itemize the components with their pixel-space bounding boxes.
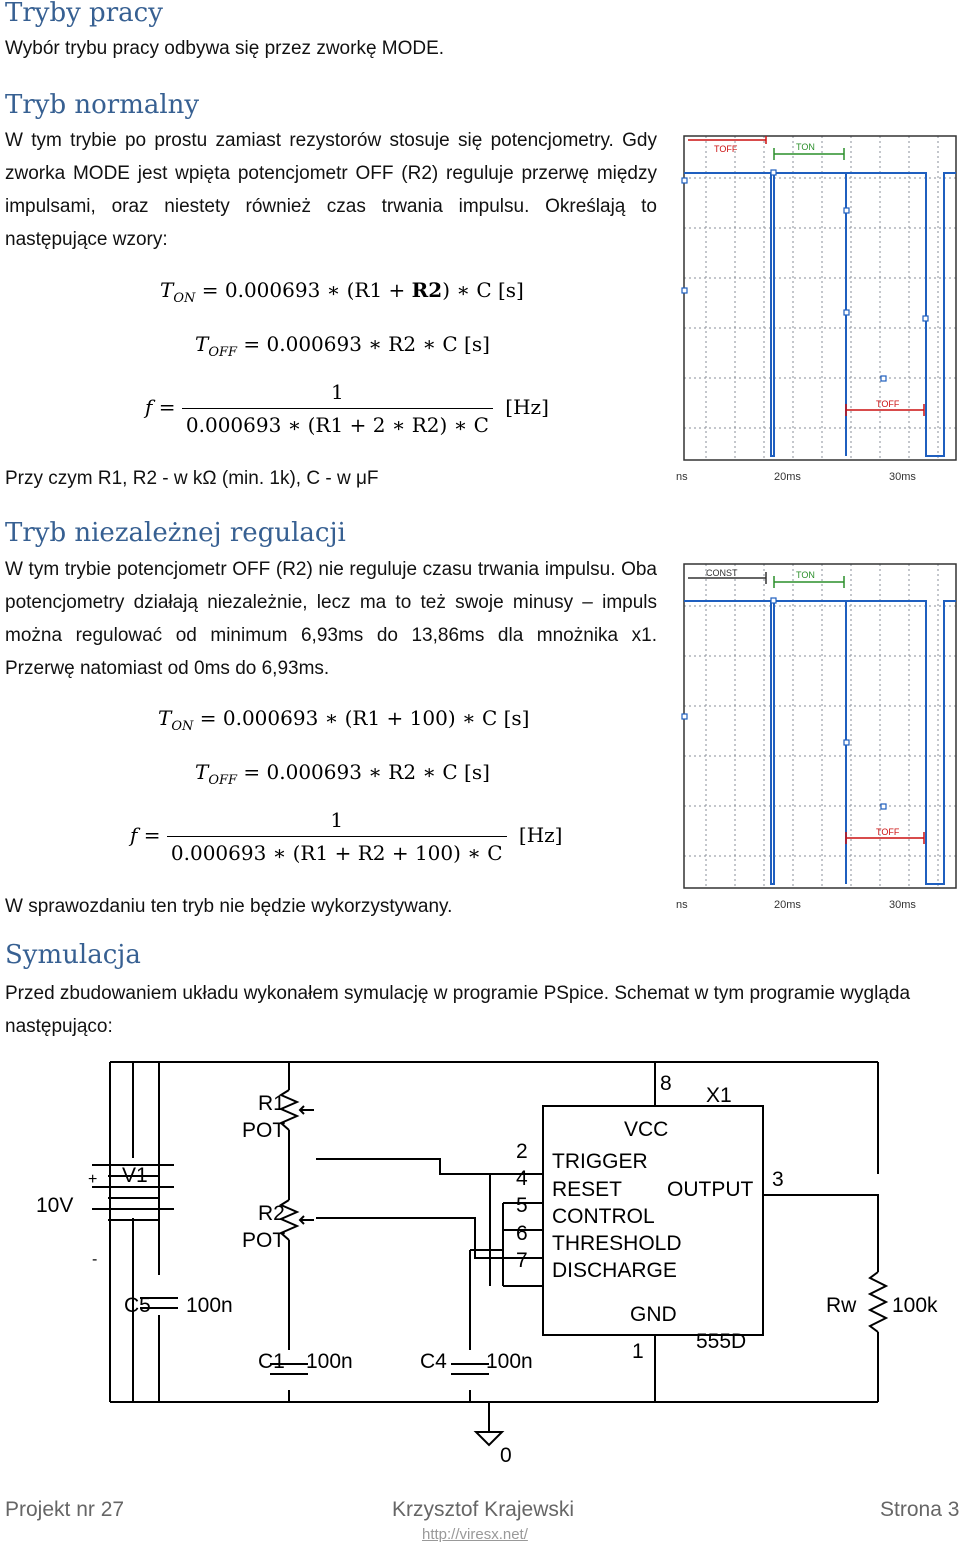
capacitor-c4 <box>451 1364 489 1374</box>
label-toff: TOFF <box>714 144 738 154</box>
footer-project: Projekt nr 27 <box>5 1498 125 1521</box>
label-ton: TON <box>796 570 815 580</box>
waveform-trace <box>684 601 956 884</box>
label-r2: R2 <box>258 1202 285 1225</box>
label-r1-pot: POT <box>242 1119 286 1142</box>
cursor-markers <box>682 170 928 381</box>
label-ground-0: 0 <box>500 1444 512 1467</box>
label-c5-value: 100n <box>186 1294 233 1317</box>
formula-toff-normal: $T_{OFF} = 0.000693$ ∗ R2 ∗ C [s] <box>195 332 490 360</box>
scope-grid <box>684 564 956 888</box>
resistor-rw <box>870 1272 886 1332</box>
paragraph-report-note: W sprawozdaniu ten tryb nie będzie wykorzystywany. <box>5 896 453 917</box>
label-pin-threshold: THRESHOLD <box>552 1232 682 1255</box>
label-toff-2: TOFF <box>876 399 900 409</box>
label-pin-gnd: GND <box>630 1303 677 1326</box>
label-pin-4: 4 <box>516 1167 528 1190</box>
label-ton: TON <box>796 142 815 152</box>
label-c1-value: 100n <box>306 1350 353 1373</box>
label-c1: C1 <box>258 1350 285 1373</box>
tick-label-20ms: 20ms <box>774 899 801 911</box>
footer-url-link[interactable]: http://viresx.net/ <box>422 1526 528 1543</box>
label-plus: + <box>88 1171 98 1188</box>
cursor-markers <box>682 598 886 809</box>
paragraph-independent-mode: W tym trybie potencjometr OFF (R2) nie reguluje czasu trwania impulsu. Oba potencjometry działają niezależnie, lecz ma to też swoje minusy – impuls można regulować od minimum 6,93ms do 13,86ms dla mnożnika x1. Przerwę natomiast od 0ms do 6,93ms. <box>5 559 657 679</box>
formula-frequency-independent: f = $\frac{1}{0.000693 ∗ (R1 + R2 + 100) ∗ C}$ [Hz] <box>130 808 563 865</box>
label-ic-x1: X1 <box>706 1084 732 1107</box>
tick-label-30ms: 30ms <box>889 899 916 911</box>
pspice-schematic <box>0 1050 960 1470</box>
label-pin-2: 2 <box>516 1140 528 1163</box>
waveform-trace <box>684 173 956 456</box>
heading-modes: Tryby pracy <box>5 0 163 28</box>
label-rw: Rw <box>826 1294 857 1317</box>
label-pin-8: 8 <box>660 1072 672 1095</box>
label-pin-1: 1 <box>632 1340 644 1363</box>
label-pin-reset: RESET <box>552 1178 623 1201</box>
label-pin-output: OUTPUT <box>667 1178 754 1201</box>
potentiometer-r2 <box>281 1200 314 1240</box>
label-pin-trigger: TRIGGER <box>552 1150 648 1173</box>
footer-author: Krzysztof Krajewski <box>392 1498 575 1521</box>
formula-ton-normal: $T_{ON} = 0.000693$ ∗ (R1 + R2) ∗ C [s] <box>160 278 524 306</box>
tick-label-20ms: 20ms <box>774 471 801 483</box>
label-pin-discharge: DISCHARGE <box>552 1259 677 1282</box>
scope-frame <box>684 136 956 460</box>
label-pin-6: 6 <box>516 1222 528 1245</box>
label-r2-pot: POT <box>242 1229 286 1252</box>
formula-toff-independent: $T_{OFF} = 0.000693$ ∗ R2 ∗ C [s] <box>195 760 490 788</box>
footer-page-number: Strona 3 <box>880 1498 960 1521</box>
label-r1: R1 <box>258 1092 285 1115</box>
label-pin-vcc: VCC <box>624 1118 669 1141</box>
label-const: CONST <box>706 568 738 578</box>
formula-ton-independent: $T_{ON} = 0.000693$ ∗ (R1 + 100) ∗ C [s] <box>158 706 530 734</box>
paragraph-normal-mode: W tym trybie po prostu zamiast rezystorów stosuje się potencjometry. Gdy zworka MODE jest wpięta potencjometr OFF (R2) reguluje przerwę między impulsami, oraz niestety również czas trwania impulsu. Określają to następujące wzory: <box>5 130 657 250</box>
label-c4: C4 <box>420 1350 447 1373</box>
label-c4-value: 100n <box>486 1350 533 1373</box>
paragraph-units: Przy czym R1, R2 - w kΩ (min. 1k), C - w μF <box>5 468 379 489</box>
tick-label-0: ns <box>676 899 688 911</box>
oscilloscope-waveform-independent <box>676 556 960 916</box>
label-ic-555d: 555D <box>696 1330 747 1353</box>
heading-independent-mode: Tryb niezależnej regulacji <box>5 518 346 548</box>
label-pin-7: 7 <box>516 1249 528 1272</box>
label-pin-3: 3 <box>772 1168 784 1191</box>
label-v1-value: 10V <box>36 1194 74 1217</box>
heading-normal-mode: Tryb normalny <box>5 90 200 120</box>
potentiometer-r1 <box>281 1090 314 1130</box>
scope-frame <box>684 564 956 888</box>
tick-label-0: ns <box>676 471 688 483</box>
label-pin-5: 5 <box>516 1194 528 1217</box>
heading-simulation: Symulacja <box>5 940 141 970</box>
label-rw-value: 100k <box>892 1294 938 1317</box>
label-c5: C5 <box>124 1294 151 1317</box>
oscilloscope-waveform-normal <box>676 128 960 488</box>
paragraph-modes: Wybór trybu pracy odbywa się przez zworkę MODE. <box>5 38 445 59</box>
label-toff-2: TOFF <box>876 827 900 837</box>
formula-frequency-normal: f = $\frac{1}{0.000693 ∗ (R1 + 2 ∗ R2) ∗ C}$ [Hz] <box>145 380 549 437</box>
paragraph-simulation: Przed zbudowaniem układu wykonałem symulację w programie PSpice. Schemat w tym programie wygląda następująco: <box>5 983 911 1037</box>
label-minus: - <box>92 1251 98 1268</box>
tick-label-30ms: 30ms <box>889 471 916 483</box>
ground-symbol <box>476 1432 502 1445</box>
label-v1: V1 <box>122 1164 148 1187</box>
scope-grid <box>684 136 956 460</box>
label-pin-control: CONTROL <box>552 1205 655 1228</box>
